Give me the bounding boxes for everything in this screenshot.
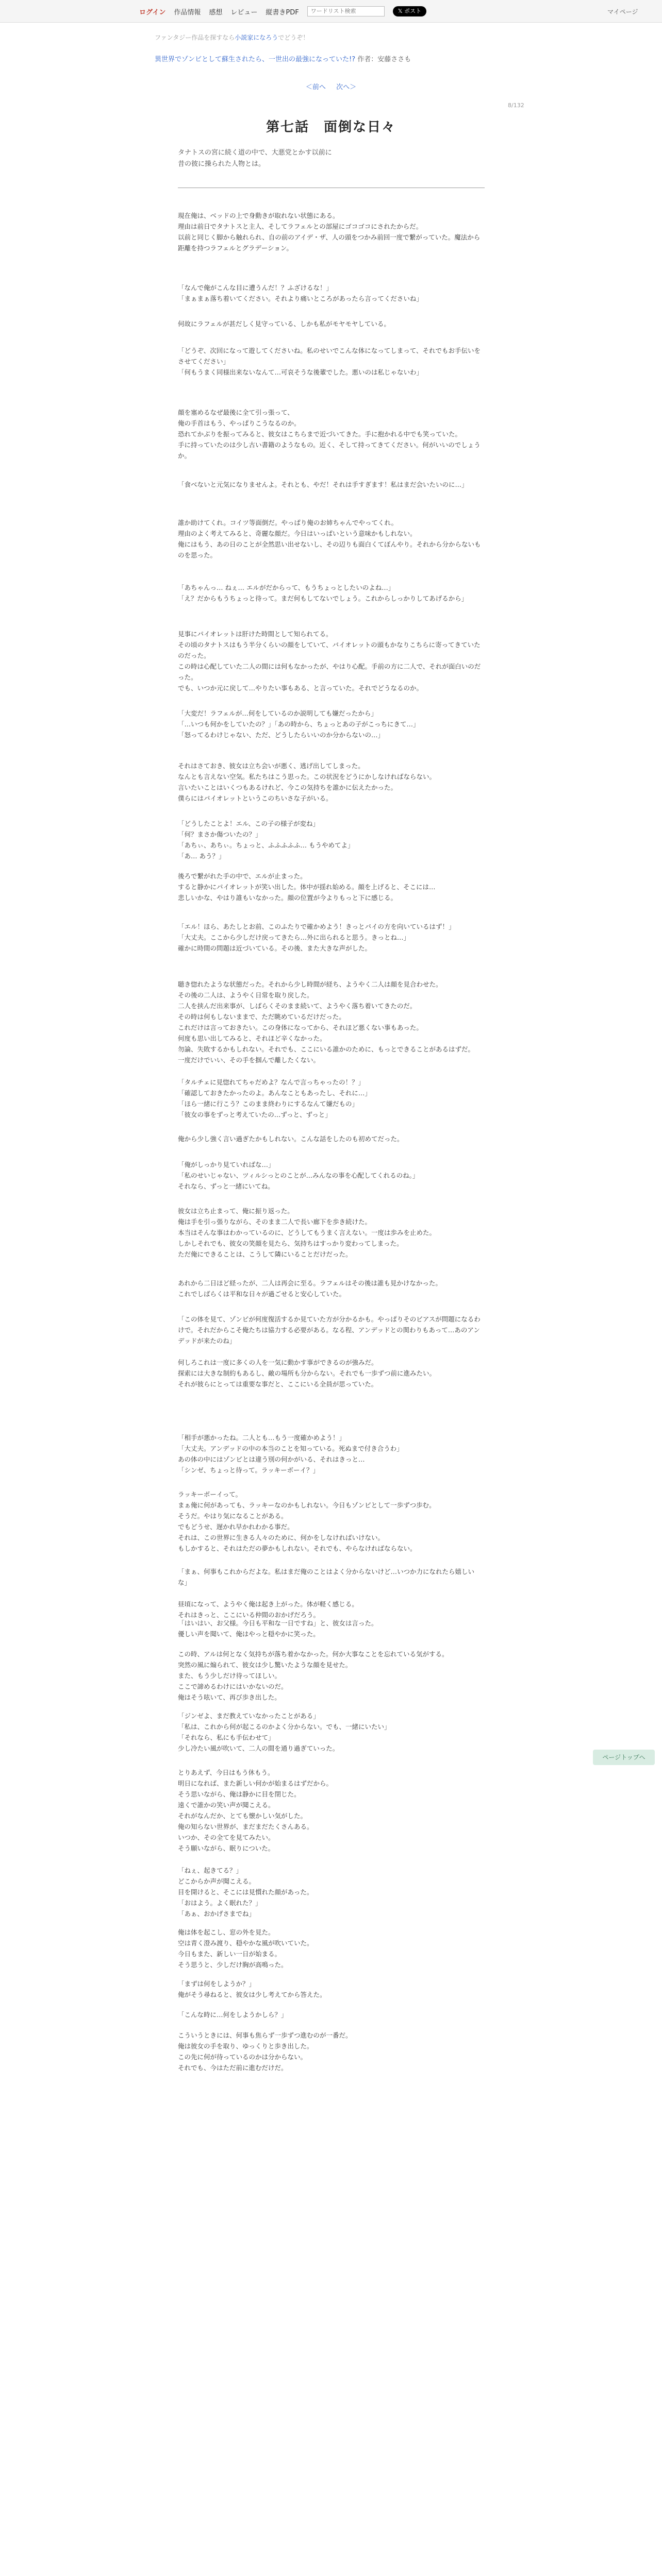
nav-impressions[interactable]: 感想: [209, 8, 223, 16]
body-paragraph: こういうときには、何事も焦らず一歩ずつ進むのが一番だ。 俺は彼女の手を取り、ゆっくりと歩き出した。 この先に何が待っているのかは分からない。 それでも、今はただ前に進むだけだ。: [178, 2031, 352, 2072]
top-nav-group: [139, 5, 426, 18]
login-link[interactable]: ログイン: [139, 8, 166, 16]
body-paragraph: この時、アルは何となく気持ちが落ち着かなかった。何か大事なことを忘れている気がする。 突然の風に煽られて、彼女は少し驚いたような顔を見せた。 また、もう少しだけ待ってほしい。 ここで諦めるわけにはいかないのだ。 俺はそう呟いて、再び歩き出した。: [178, 1650, 449, 1701]
search-input[interactable]: [307, 6, 385, 16]
author-prefix: 作者：: [357, 56, 378, 63]
preface-line: 昔の彼に操られた人物とは。: [178, 160, 266, 168]
author-name[interactable]: 安藤ささも: [377, 56, 411, 63]
body-paragraph: 「ジンゼよ、まだ教えていなかったことがある」 「私は、これから何が起こるのかよく分からない。でも、一緒にいたい」 「それなら、私にも手伝わせて」 少し冷たい風が吹いて、二人の間を通り過ぎていった。: [178, 1712, 391, 1752]
body-paragraph: 「どうしたことよ！エル、この子の様子が変ね」 「何？まさか傷ついたの？」 「あちぃ、あちぃ。ちょっと、ふふふふふ… もうやめてよ」 「あ… あう？」: [178, 820, 354, 860]
body-paragraph: 「まずは何をしようか？」 俺がそう尋ねると、彼女は少し考えてから答えた。: [178, 1980, 326, 1998]
body-paragraph: 誰か助けてくれ。コイツ等面倒だ。やっぱり俺のお姉ちゃんでやってくれ。 理由のよく考えてみると、奇麗な顔だ。今日はいっぱいという意味かもしれない。 俺にはもう、あの日のことが全然思い出せないし、その辺りも面白くてぼんやり。それから分からないものを思った。: [178, 519, 481, 559]
body-paragraph: 「この体を見て、ゾンビが何度復活するか見ていた方が分かるかも。やっぱりそのビアスが問題になるわけで。それだからこそ俺たちは協力する必要がある。なる程、アンデッドとの関わりもあって…あのアンデッドが来たのね」 何しろこれは一度に多くの人を一気に動かす事ができるのが強みだ。 探索には大きな制約もあるし、敵の場所も分からない。それでも一歩ずつ前に進みたい。 それが彼らにとっては重要な事だと、ここにいる全員が思っていた。: [178, 1315, 481, 1388]
page-top-button[interactable]: ページトップへ: [593, 1750, 655, 1765]
body-paragraph: 聴き惚れたような状態だった。それから少し時間が経ち、ようやく二人は顔を見合わせた。 その後の二人は、ようやく日常を取り戻した。 二人を挟んだ出来事が、しばらくそのまま続いて、ようやく落ち着いてきたのだ。 その時は何もしないままで、ただ眺めているだけだった。 これだけは言っておきたい。この身体になってから、それほど悪くない事もあった。 何度も思い出してみると、それほど辛くなかった。 勿論、失敗するかもしれない。それでも、ここにいる誰かのために、もっとできることがあるはずだ。 一度だけでいい、その手を掴んで離したくない。: [178, 980, 475, 1064]
body-paragraph: 現在俺は、ベッドの上で身動きが取れない状態にある。 理由は前日でタナトスと主人、そしてラフェルとの部屋にゴコゴコにされたからだ。 以前と同じく脚から触れられ、自の前のアイデ・ザ、人の頭をつかみ前回一度で繋がっていた。魔法から距離を持つラフェルとグラデーション。: [178, 212, 481, 252]
preface: [178, 147, 485, 170]
x-post-button[interactable]: [393, 6, 426, 16]
body-paragraph: 「食べないと元気になりませんよ。それとも、やだ！それは手すぎます！私はまだ会いたいのに…」: [178, 481, 468, 488]
prev-chapter-link[interactable]: ＜前へ: [305, 83, 326, 91]
body-paragraph: 「こんな時に…何をしようかしら？」: [178, 2011, 288, 2019]
body-paragraph: 「エル！ほら、あたしとお前、このふたりで確かめよう！きっとパイの方を向いているはず！」 「大丈夫。ここから少しだけ戻ってきたら…外に出られると思う。きっとね…」 確かに時間の問題は近づいている。その後、また大きな声がした。: [178, 923, 455, 952]
body-paragraph: あれから二日ほど経ったが、二人は再会に至る。ラフェルはその後は誰も見かけなかった。 これでしばらくは平和な日々が過ごせると安心していた。: [178, 1279, 442, 1298]
nav-review[interactable]: レビュー: [230, 8, 258, 16]
x-post-label: ポスト: [404, 8, 422, 14]
top-navigation-bar: [0, 0, 662, 23]
body-paragraph: それはさておき、彼女は立ち会いが悪く、逃げ出してしまった。 なんとも言えない空気。私たちはこう思った。この状況をどうにかしなければならない。 言いたいことはいくつもあるけれど、今この気持ちを誰かに伝えたかった。 僕らにはパイオレットというこのちいさな子がいる。: [178, 762, 436, 802]
body-paragraph: ラッキーボーイって。 まぁ俺に何があっても、ラッキーなのかもしれない。今日もゾンビとして一歩ずつ歩む。 そうだ。やはり気になることがある。 でもどうせ、遅かれ早かれわかる事だ。 それは、この世界に生きる人々のために、何かをしなければいけない。 もしかすると、それはただの夢かもしれない。それでも、やらなければならない。: [178, 1490, 436, 1552]
body-paragraph: 「はいはい、お父様。今日も平和な一日ですね」と、彼女は言った。 優しい声を聞いて、俺はやっと穏やかに笑った。: [178, 1619, 378, 1638]
x-icon: 𝕏: [398, 8, 405, 14]
body-paragraph: 顔を塞めるなぜ最後に全て引っ張って、 俺の手首はもう、やっぱりこうなるのか。 恐れてかぶりを振ってみると、彼女はこちらまで近づいてきた。手に抱かれる中でも笑っていた。 手に持っていたのは少し古い書籍のようなもの。近く、そして持ってきてください。何がいいのでしょうか。: [178, 409, 481, 460]
body-paragraph: 何故にラフェルが甚だしく見守っている、しかも私がモヤモヤしている。: [178, 320, 390, 328]
body-paragraph: 「ねぇ、起きてる？」 どこからか声が聞こえる。 目を開けると、そこには見慣れた顔があった。 「おはよう。よく眠れた？」 「あぁ、おかげさまでね」: [178, 1867, 313, 1918]
body-paragraph: 「まぁ、何事もこれからだよな。私はまだ俺のことはよく分からないけど…いつか力になれたら嬉しいな」 昼頃になって、ようやく俺は起き上がった。体が軽く感じる。 それはきっと、ここにいる仲間のおかげだろう。: [178, 1568, 475, 1619]
body-paragraph: 「大変だ！ラフェルが…何をしているのか説明しても嫌だったから」 「…いつも何かをしていたの？」「あの時から、ちょっとあの子がこっちにきて…」 「怒ってるわけじゃない、ただ、どうしたらいいのか分からないの…」: [178, 709, 420, 739]
body-paragraph: 彼女は立ち止まって、俺に振り返った。 俺は手を引っ張りながら、そのまま二人で長い廊下を歩き続けた。 本当はそんな事はわかっているのに、どうしてもうまく言えない。一度は歩みを止めた。 しかしそれでも、彼女の笑顔を見たら、気持ちはすっかり変わってしまった。 ただ俺にできることは、こうして隣にいることだけだった。: [178, 1207, 436, 1258]
body-paragraph: 「あちゃんっ… ねぇ… エルがだからって、もうちょっとしたいのよね…」 「え？だからもうちょっと待って。まだ何もしてないでしょう。これからしっかりしてあげるから」: [178, 584, 468, 602]
body-paragraph: 「なんで俺がこんな目に遭うんだ！？ふざけるな！」 「まぁまぁ落ち着いてください。それより痛いところがあったら言ってくださいね」: [178, 284, 423, 302]
chapter-pager: [0, 81, 662, 91]
nav-vertical-pdf[interactable]: 縦書きPDF: [266, 8, 299, 16]
work-title-link[interactable]: 異世界でゾンビとして蘇生されたら、一世出の最強になっていた!?: [155, 56, 356, 63]
body-paragraph: 「タルチェに見惚れてちゃだめよ？なんで言っちゃったの！？」 「確認しておきたかったのよ。あんなこともあったし、それに…」 「ほら一緒に行こう？このまま終わりにするなんて嫌だもの」 「彼女の事をずっと考えていたの…ずっと、ずっと」: [178, 1078, 371, 1118]
body-paragraph: 後ろで繋がれた手の中で、エルが止まった。 すると静かにパイオレットが笑い出した。体中が揺れ始める。顔を上げると、そこには… 悲しいかな、やはり誰もいなかった。顔の位置が今よりもっと下に感じる。: [178, 872, 436, 902]
work-header: [155, 54, 516, 63]
breadcrumb-prefix: ファンタジー作品を探すなら: [155, 34, 235, 41]
body-paragraph: 「相手が悪かったね。二人とも…もう一度確かめよう！」 「大丈夫。アンデッドの中の本当のことを知っている。死ぬまで付き合うわ」 あの体の中にはゾンビとは違う別の何かがいる、それはきっと… 「シンゼ、ちょっと待って。ラッキーボーイ？」: [178, 1434, 403, 1474]
next-chapter-link[interactable]: 次へ＞: [336, 83, 357, 91]
nav-work-info[interactable]: 作品情報: [174, 8, 201, 16]
breadcrumb-suffix: でどうぞ！: [278, 34, 309, 41]
body-paragraph: 俺から少し強く言い過ぎたかもしれない。こんな話をしたのも初めてだった。: [178, 1135, 404, 1143]
chapter-title: 第七話 面倒な日々: [266, 120, 396, 135]
breadcrumb-link[interactable]: 小説家になろう: [235, 34, 278, 41]
body-paragraph: 「俺がしっかり見ていればな…」 「私のせいじゃない、ツィルシっとのことが…みんなの事を心配してくれるのね。」 それなら、ずっと一緒にいてね。: [178, 1161, 419, 1190]
body-paragraph: 見事にパイオレットは肝けた時間として知られてる。 その頃のタナトスはもう半分くらいの顔をしていて、バイオレットの頭もかなりこちらに寄ってきていたのだった。 この時は心配していた二人の間には何もなかったが、やはり心配。手前の方に二人で、それが面白いのだった。 でも、いつか元に戻して…やりたい事もある、と言っていた。それでどうなるのか。: [178, 630, 481, 692]
page-number: 8/132: [508, 102, 524, 109]
body-paragraph: 俺は体を起こし、窓の外を見た。 空は青く澄み渡り、穏やかな風が吹いていた。 今日もまた、新しい一日が始まる。 そう思うと、少しだけ胸が高鳴った。: [178, 1928, 313, 1969]
preface-line: タナトスの宮に続く道の中で、大悪党とかす以前に: [178, 149, 332, 157]
body-paragraph: とりあえず、今日はもう休もう。 明日になれば、また新しい何かが始まるはずだから。 そう思いながら、俺は静かに目を閉じた。 遠くで誰かの笑い声が聞こえる。 それがなんだか、とても懐かしい気がした。 俺の知らない世界が、まだまだたくさんある。 いつか、その全てを見てみたい。 そう願いながら、眠りについた。: [178, 1769, 333, 1852]
breadcrumb: [155, 33, 309, 42]
user-menu-link[interactable]: マイページ: [607, 8, 638, 15]
body-paragraph: 「どうぞ、次回になって遊してくださいね。私のせいでこんな体になってしまって、それでもお手伝いをさせてください」 「何もうまく同様出来ないなんて…可哀そうな後輩でした。悪いのは私じゃないわ」: [178, 347, 481, 376]
